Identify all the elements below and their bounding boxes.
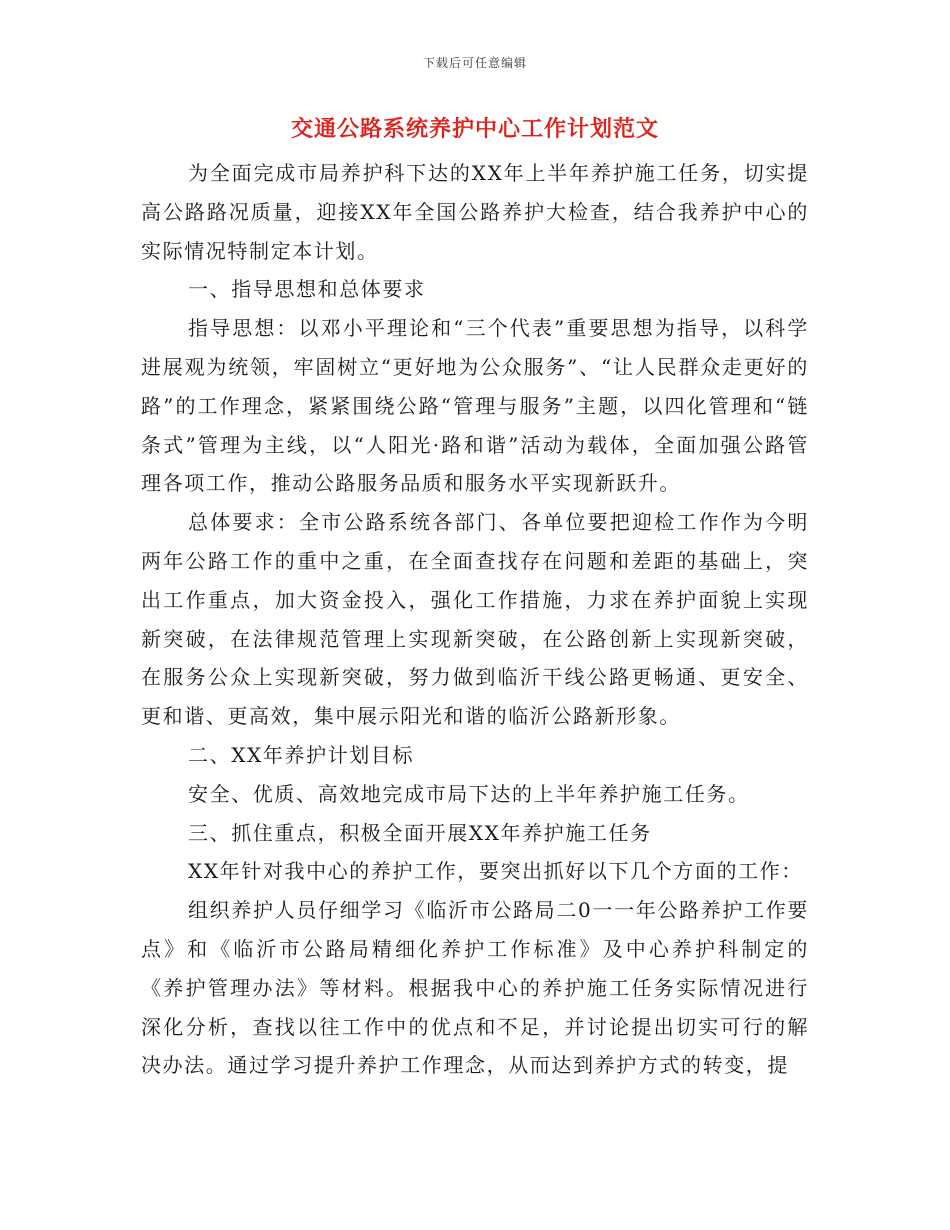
section-heading-2: 二、XX年养护计划目标 [188, 742, 415, 767]
page-header-note: 下载后可任意编辑 [422, 56, 527, 70]
document-title: 交通公路系统养护中心工作计划范文 [290, 116, 659, 142]
paragraph-focus-intro: XX年针对我中心的养护工作，要突出抓好以下几个方面的工作： [188, 859, 803, 884]
section-heading-3: 三、抓住重点，积极全面开展XX年养护施工任务 [188, 820, 652, 845]
paragraph-general-requirements: 总体要求：全市公路系统各部门、各单位要把迎检工作作为今明两年公路工作的重中之重，在全面查找存在问题和差距的基础上，突出工作重点，加大资金投入，强化工作措施，力求在养护面貌上实现新突破，在法律规范管理上实现新突破，在公路创新上实现新突破，在服务公众上实现新突破，努力做到临沂干线公路更畅通、更安全、更和谐、更高效，集中展示阳光和谐的临沂公路新形象。 [141, 510, 809, 729]
section-heading-1: 一、指导思想和总体要求 [188, 277, 426, 302]
paragraph-plan-goal: 安全、优质、高效地完成市局下达的上半年养护施工任务。 [188, 781, 750, 806]
paragraph-guiding-ideology: 指导思想：以邓小平理论和“三个代表”重要思想为指导，以科学进展观为统领，牢固树立“更好地为公众服务”、“让人民群众走更好的路”的工作理念，紧紧围绕公路“管理与服务”主题，以四化管理和“链条式”管理为主线，以“人阳光·路和谐”活动为载体，全面加强公路管理各项工作，推动公路服务品质和服务水平实现新跃升。 [141, 316, 809, 496]
paragraph-intro: 为全面完成市局养护科下达的XX年上半年养护施工任务，切实提高公路路况质量，迎接XX年全国公路养护大检查，结合我养护中心的实际情况特制定本计划。 [141, 161, 809, 263]
document-body [141, 154, 809, 1085]
paragraph-study-organization: 组织养护人员仔细学习《临沂市公路局二0一一年公路养护工作要点》和《临沂市公路局精细化养护工作标准》及中心养护科制定的《养护管理办法》等材料。根据我中心的养护施工任务实际情况进行深化分析，查找以往工作中的优点和不足，并讨论提出切实可行的解决办法。通过学习提升养护工作理念，从而达到养护方式的转变，提 [141, 898, 809, 1078]
